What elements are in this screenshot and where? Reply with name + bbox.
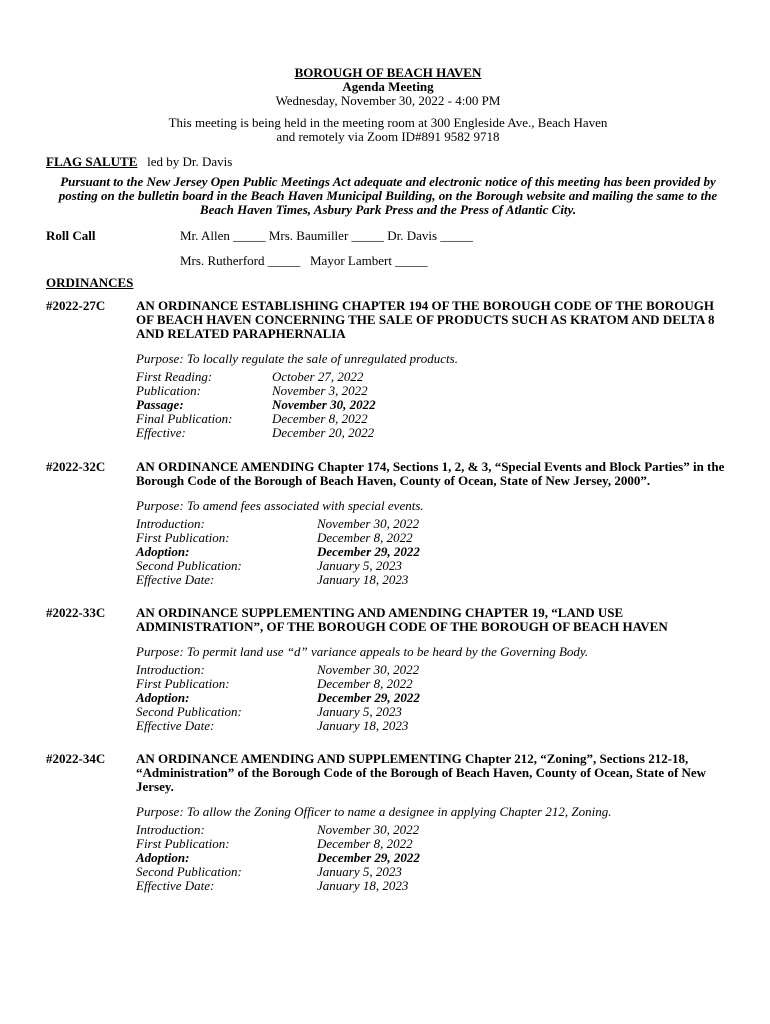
schedule-row xyxy=(136,384,730,398)
ordinance-title: AN ORDINANCE ESTABLISHING CHAPTER 194 OF THE BOROUGH CODE OF THE BOROUGH OF BEACH HAVEN CONCERNING THE SALE OF PRODUCTS SUCH AS KRATOM AND DELTA 8 AND RELATED PARAPHERNALIA xyxy=(136,298,715,341)
schedule-row xyxy=(136,823,730,837)
schedule-date: January 18, 2023 xyxy=(317,718,409,733)
schedule-row xyxy=(136,398,730,412)
meeting-datetime: Wednesday, November 30, 2022 - 4:00 PM xyxy=(275,93,501,108)
schedule-label: Adoption: xyxy=(136,690,190,705)
schedule-row xyxy=(136,663,730,677)
ordinance-item xyxy=(46,606,730,733)
schedule-row xyxy=(136,837,730,851)
meeting-location-line1: This meeting is being held in the meeting room at 300 Engleside Ave., Beach Haven xyxy=(168,115,608,130)
schedule-row xyxy=(136,705,730,719)
schedule-label: First Publication: xyxy=(136,836,230,851)
roll-call-line1: Mr. Allen _____ Mrs. Baumiller _____ Dr. Davis _____ xyxy=(180,228,473,243)
ordinance-schedule xyxy=(136,663,730,733)
schedule-label: Effective: xyxy=(136,425,186,440)
ordinance-schedule xyxy=(136,370,730,440)
schedule-row xyxy=(136,559,730,573)
schedule-date: December 20, 2022 xyxy=(272,425,375,440)
schedule-date: December 29, 2022 xyxy=(317,850,420,865)
ordinance-number: #2022-32C xyxy=(46,459,106,474)
schedule-label: Second Publication: xyxy=(136,704,242,719)
schedule-date: November 3, 2022 xyxy=(272,383,368,398)
ordinance-purpose: Purpose: To locally regulate the sale of unregulated products. xyxy=(136,351,458,366)
schedule-label: Second Publication: xyxy=(136,864,242,879)
roll-call-line2: Mrs. Rutherford _____ Mayor Lambert _____ xyxy=(180,253,428,268)
schedule-date: January 18, 2023 xyxy=(317,878,409,893)
schedule-date: October 27, 2022 xyxy=(272,369,364,384)
ordinance-schedule xyxy=(136,517,730,587)
schedule-date: November 30, 2022 xyxy=(317,516,420,531)
agenda-document xyxy=(46,60,730,893)
schedule-row xyxy=(136,865,730,879)
schedule-date: January 5, 2023 xyxy=(317,704,402,719)
schedule-label: Introduction: xyxy=(136,516,205,531)
ordinance-item xyxy=(46,299,730,440)
schedule-label: Publication: xyxy=(136,383,201,398)
ordinance-title: AN ORDINANCE AMENDING AND SUPPLEMENTING Chapter 212, “Zoning”, Sections 212-18, “Administration” of the Borough Code of the Borough of Beach Haven, County of Ocean, State of New Jersey. xyxy=(136,751,707,794)
schedule-label: Adoption: xyxy=(136,544,190,559)
schedule-date: November 30, 2022 xyxy=(317,822,420,837)
meeting-type: Agenda Meeting xyxy=(342,79,434,94)
ordinance-purpose: Purpose: To amend fees associated with special events. xyxy=(136,498,424,513)
schedule-row xyxy=(136,719,730,733)
flag-salute xyxy=(46,155,730,169)
schedule-label: First Publication: xyxy=(136,530,230,545)
roll-call xyxy=(46,229,730,243)
schedule-row xyxy=(136,517,730,531)
schedule-label: Second Publication: xyxy=(136,558,242,573)
ordinances-list xyxy=(46,299,730,893)
schedule-row xyxy=(136,531,730,545)
schedule-date: December 29, 2022 xyxy=(317,544,420,559)
schedule-row xyxy=(136,412,730,426)
schedule-row xyxy=(136,573,730,587)
schedule-date: December 8, 2022 xyxy=(317,836,413,851)
ordinance-number: #2022-34C xyxy=(46,751,106,766)
schedule-date: December 8, 2022 xyxy=(272,411,368,426)
ordinance-schedule xyxy=(136,823,730,893)
schedule-date: January 5, 2023 xyxy=(317,864,402,879)
meeting-location-line2: and remotely via Zoom ID#891 9582 9718 xyxy=(276,129,500,144)
schedule-label: Effective Date: xyxy=(136,718,215,733)
schedule-date: December 8, 2022 xyxy=(317,676,413,691)
schedule-label: Adoption: xyxy=(136,850,190,865)
schedule-label: Introduction: xyxy=(136,822,205,837)
ordinances-heading: ORDINANCES xyxy=(46,275,134,290)
schedule-label: First Reading: xyxy=(136,369,213,384)
schedule-label: Effective Date: xyxy=(136,878,215,893)
document-title: BOROUGH OF BEACH HAVEN xyxy=(294,65,482,80)
schedule-row xyxy=(136,426,730,440)
schedule-date: November 30, 2022 xyxy=(272,397,376,412)
schedule-row xyxy=(136,370,730,384)
ordinance-title: AN ORDINANCE AMENDING Chapter 174, Sections 1, 2, & 3, “Special Events and Block Parties” in the Borough Code of the Borough of Beach Haven, County of Ocean, State of New Jersey, 2000”. xyxy=(136,459,725,488)
schedule-label: Effective Date: xyxy=(136,572,215,587)
ordinance-item xyxy=(46,460,730,587)
schedule-date: November 30, 2022 xyxy=(317,662,420,677)
schedule-date: December 29, 2022 xyxy=(317,690,420,705)
ordinance-purpose: Purpose: To allow the Zoning Officer to name a designee in applying Chapter 212, Zoning. xyxy=(136,804,612,819)
ordinance-purpose: Purpose: To permit land use “d” variance appeals to be heard by the Governing Body. xyxy=(136,644,589,659)
schedule-row xyxy=(136,677,730,691)
ordinance-title: AN ORDINANCE SUPPLEMENTING AND AMENDING CHAPTER 19, “LAND USE ADMINISTRATION”, OF THE BOROUGH CODE OF THE BOROUGH OF BEACH HAVEN xyxy=(136,605,668,634)
schedule-label: First Publication: xyxy=(136,676,230,691)
schedule-row xyxy=(136,851,730,865)
schedule-date: January 18, 2023 xyxy=(317,572,409,587)
ordinance-number: #2022-27C xyxy=(46,298,106,313)
flag-salute-text: led by Dr. Davis xyxy=(147,154,233,169)
schedule-label: Passage: xyxy=(136,397,184,412)
schedule-row xyxy=(136,879,730,893)
schedule-date: January 5, 2023 xyxy=(317,558,402,573)
schedule-label: Final Publication: xyxy=(136,411,233,426)
schedule-row xyxy=(136,691,730,705)
ordinance-item xyxy=(46,752,730,893)
open-meetings-notice: Pursuant to the New Jersey Open Public Meetings Act adequate and electronic notice of this meeting has been provided by posting on the bulletin board in the Beach Haven Municipal Building, on the Borough website and mailing the same to the Beach Haven Times, Asbury Park Press and the Press of Atlantic City. xyxy=(58,174,718,217)
ordinance-number: #2022-33C xyxy=(46,605,106,620)
schedule-date: December 8, 2022 xyxy=(317,530,413,545)
roll-call-label: Roll Call xyxy=(46,228,96,243)
flag-salute-label: FLAG SALUTE xyxy=(46,154,138,169)
schedule-label: Introduction: xyxy=(136,662,205,677)
schedule-row xyxy=(136,545,730,559)
